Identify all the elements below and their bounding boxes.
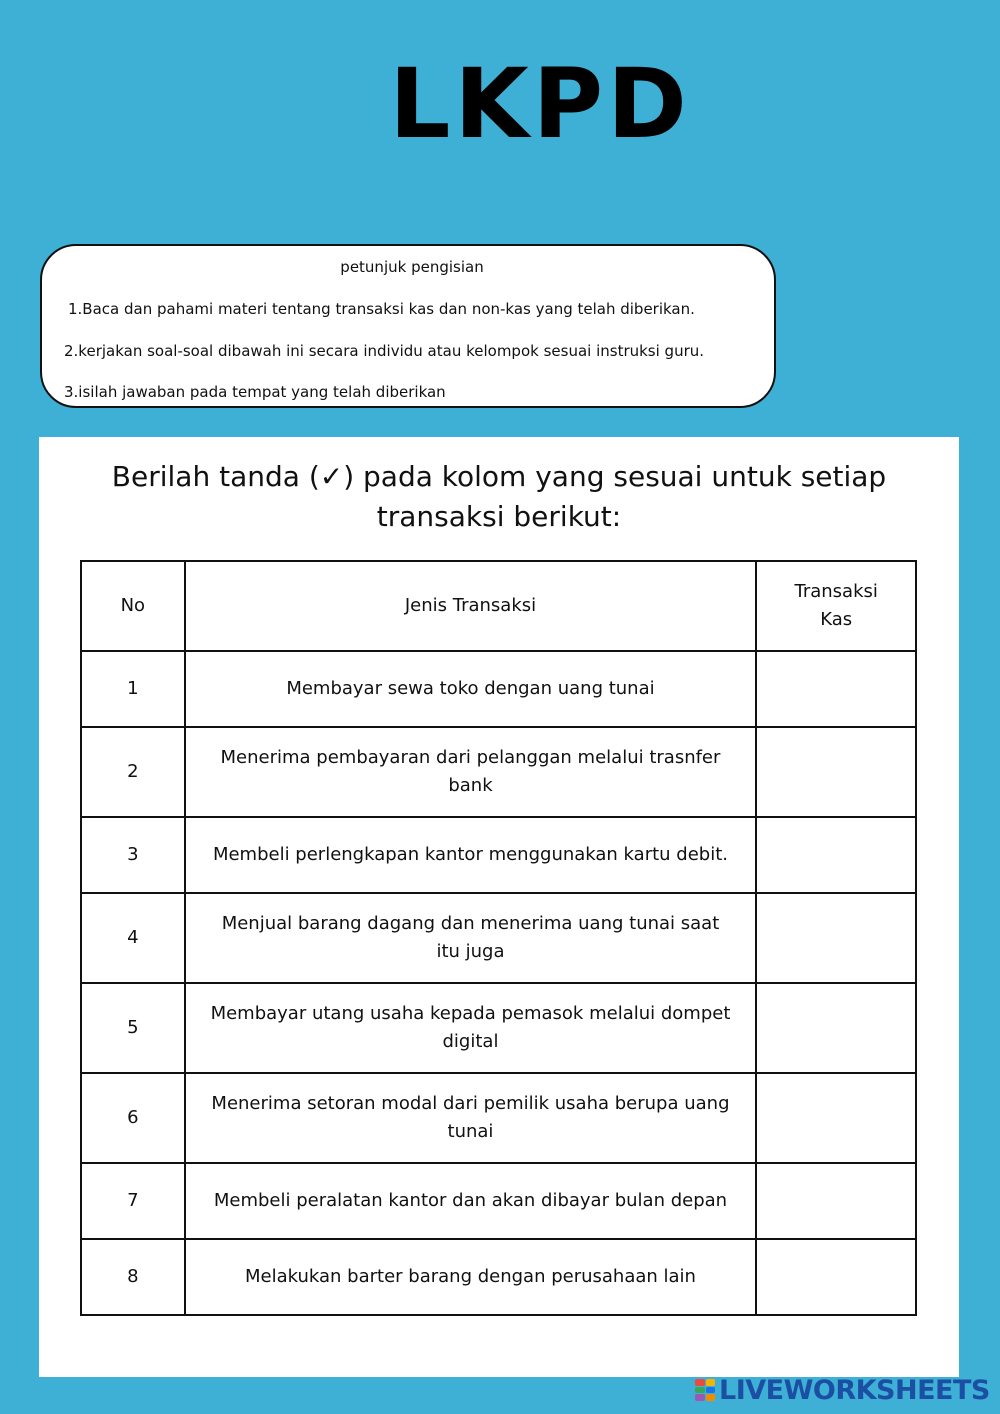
answer-cell[interactable] [756,1163,916,1239]
row-number: 5 [81,983,185,1073]
row-description: Melakukan barter barang dengan perusahaan lain [185,1239,757,1315]
row-description: Membayar utang usaha kepada pemasok melalui dompet digital [185,983,757,1073]
page-title: LKPD [389,48,691,160]
task-prompt: Berilah tanda (✓) pada kolom yang sesuai untuk setiap transaksi berikut: [111,460,887,533]
answer-cell[interactable] [756,983,916,1073]
row-description: Menerima pembayaran dari pelanggan melalui trasnfer bank [185,727,757,817]
row-number: 4 [81,893,185,983]
table-row [81,893,916,983]
table-row [81,817,916,893]
row-description: Membeli perlengkapan kantor menggunakan kartu debit. [185,817,757,893]
liveworksheets-logo-icon [695,1379,715,1401]
row-number: 6 [81,1073,185,1163]
row-number: 7 [81,1163,185,1239]
footer-brand [695,1374,990,1406]
table-row [81,1239,916,1315]
table-row [81,727,916,817]
header-no: No [81,561,185,651]
header-transaksi-kas: Transaksi Kas [756,561,916,651]
answer-cell[interactable] [756,1239,916,1315]
row-description: Membayar sewa toko dengan uang tunai [185,651,757,727]
row-number: 2 [81,727,185,817]
answer-cell[interactable] [756,1073,916,1163]
instruction-step-3: 3.isilah jawaban pada tempat yang telah diberikan [64,383,446,401]
row-number: 3 [81,817,185,893]
instructions-heading: petunjuk pengisian [340,258,484,276]
answer-cell[interactable] [756,651,916,727]
header-jenis-transaksi: Jenis Transaksi [185,561,757,651]
answer-cell[interactable] [756,893,916,983]
table-row [81,983,916,1073]
answer-cell[interactable] [756,727,916,817]
instructions-box [40,244,776,408]
table-row [81,651,916,727]
table-row [81,1163,916,1239]
instruction-step-1: 1.Baca dan pahami materi tentang transaksi kas dan non-kas yang telah diberikan. [68,300,695,318]
row-description: Membeli peralatan kantor dan akan dibayar bulan depan [185,1163,757,1239]
transaction-table [80,560,917,1316]
answer-cell[interactable] [756,817,916,893]
row-number: 8 [81,1239,185,1315]
table-header-row [81,561,916,651]
row-description: Menerima setoran modal dari pemilik usaha berupa uang tunai [185,1073,757,1163]
instruction-step-2: 2.kerjakan soal-soal dibawah ini secara individu atau kelompok sesuai instruksi guru. [64,342,705,360]
table-row [81,1073,916,1163]
row-number: 1 [81,651,185,727]
worksheet-panel [39,437,959,1377]
brand-name: LIVEWORKSHEETS [719,1374,990,1406]
row-description: Menjual barang dagang dan menerima uang tunai saat itu juga [185,893,757,983]
